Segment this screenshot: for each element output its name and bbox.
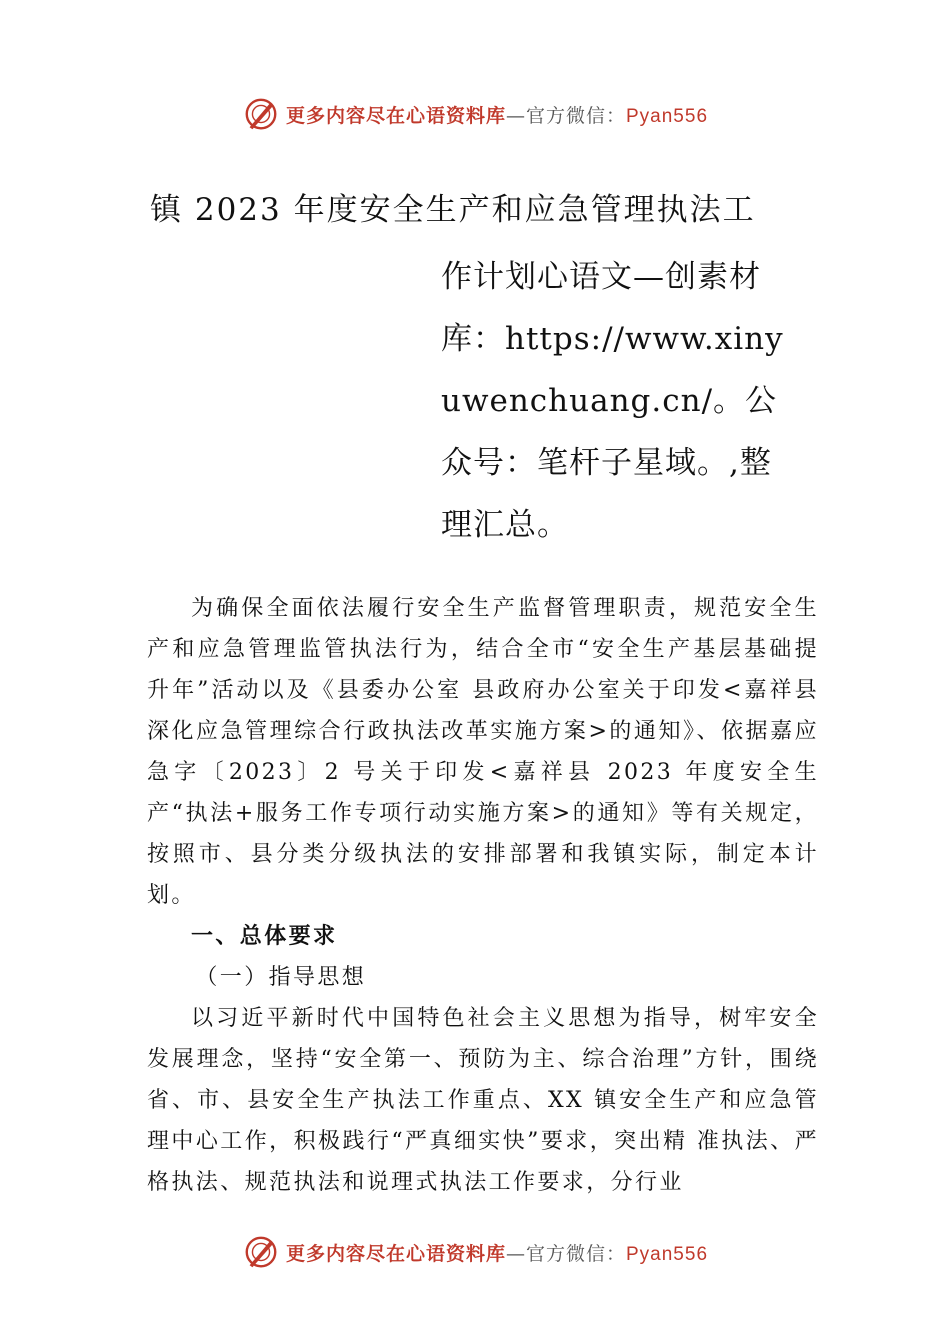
- guiding-ideology-paragraph: 以习近平新时代中国特色社会主义思想为指导，树牢安全发展理念，坚持“安全第一、预防为主、综合治理”方针，围绕省、市、县安全生产执法工作重点、XX 镇安全生产和应急管理中心工作，积极践行“严真细实快”要求，突出精 准执法、严格执法、规范执法和说理式执法工作要求，分行业: [147, 1006, 819, 1195]
- banner-account: Pyan556: [626, 1243, 709, 1265]
- banner-separator: —官方微信：: [505, 1242, 626, 1265]
- pen-seal-logo-icon: [242, 95, 280, 133]
- intro-paragraph: 为确保全面依法履行安全生产监督管理职责，规范安全生产和应急管理监管执法行为，结合全市“安全生产基层基础提升年”活动以及《县委办公室 县政府办公室关于印发<嘉祥县深化应急管理综合行政执法改革实施方案>的通知》、依据嘉应急字〔2023〕2 号关于印发<嘉祥县 2023 年度安全生产“执法+服务工作专项行动实施方案>的通知》等有关规定，按照市、县分类分级执法的安排部署和我镇实际，制定本计划。: [147, 596, 819, 908]
- banner-brand: 更多内容尽在心语资料库: [285, 104, 506, 127]
- banner-brand: 更多内容尽在心语资料库: [285, 1242, 506, 1265]
- banner-account: Pyan556: [626, 105, 709, 127]
- pen-seal-logo-icon: [242, 1233, 280, 1271]
- footer-banner: [0, 1232, 950, 1272]
- section-heading-overall-requirements: 一、总体要求: [191, 924, 338, 949]
- document-body: [147, 588, 819, 1203]
- document-title-line1: 镇 2023 年度安全生产和应急管理执法工: [150, 192, 756, 228]
- document-title-rest: 作计划心语文—创素材库：https://www.xinyuwenchuang.cn/。公众号：笔杆子星域。,整理汇总。: [441, 259, 784, 543]
- header-banner: [0, 94, 950, 134]
- banner-text: [286, 101, 708, 128]
- banner-separator: —官方微信：: [505, 104, 626, 127]
- subsection-heading-guiding-ideology: （一）指导思想: [195, 965, 367, 990]
- banner-text: [286, 1239, 708, 1266]
